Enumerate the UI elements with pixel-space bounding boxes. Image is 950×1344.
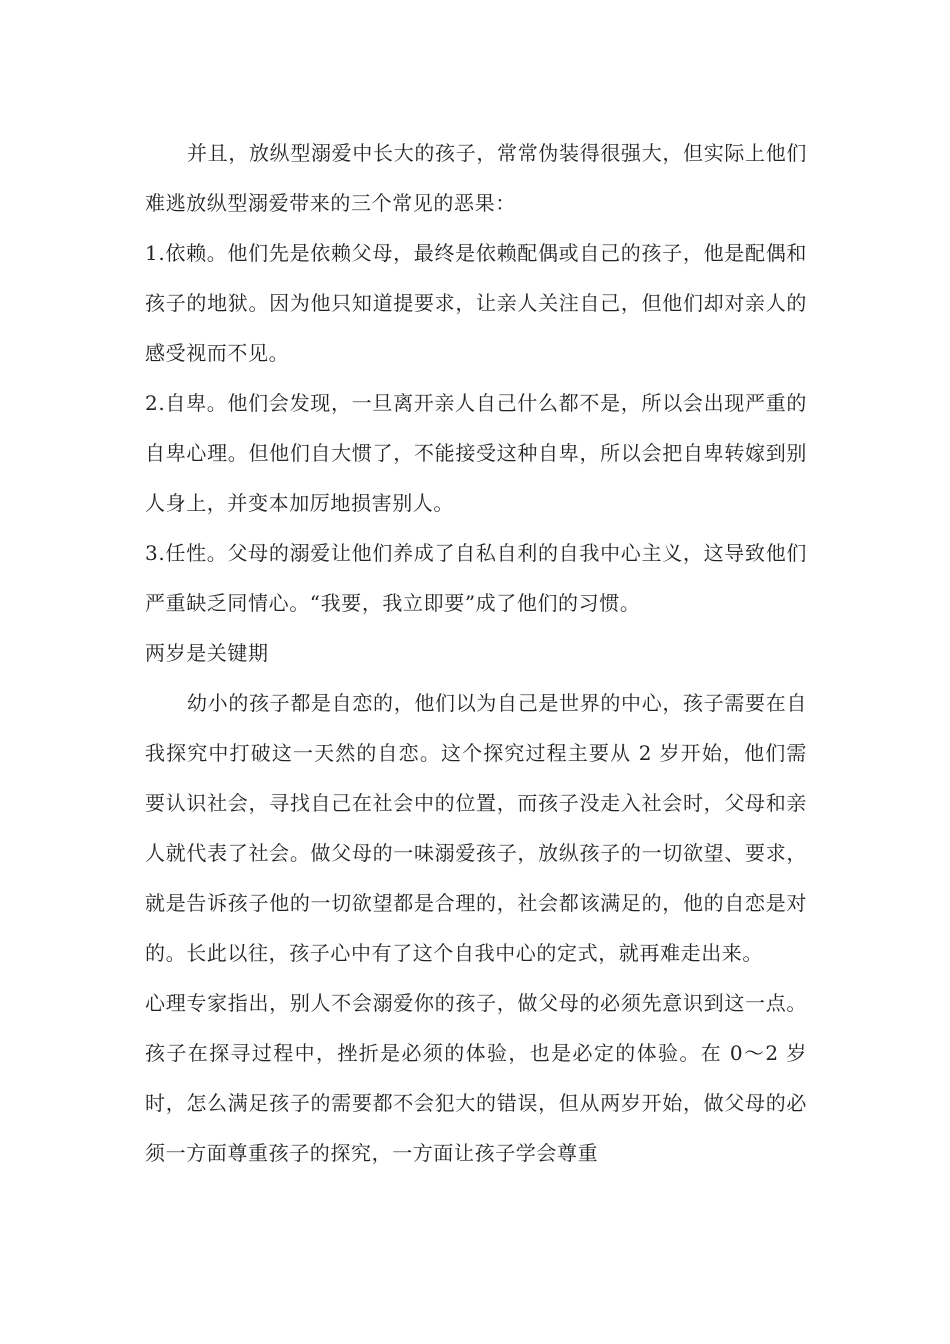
paragraph-dependence: 1.依赖。他们先是依赖父母，最终是依赖配偶或自己的孩子，他是配偶和孩子的地狱。因为他只知道提要求，让亲人关注自己，但他们却对亲人的感受视而不见。 (145, 241, 807, 365)
paragraph-narcissism: 幼小的孩子都是自恋的，他们以为自己是世界的中心，孩子需要在自我探究中打破这一天然的自恋。这个探究过程主要从 2 岁开始，他们需要认识社会，寻找自己在社会中的位置，而孩子没走入社会时，父母和亲人就代表了社会。做父母的一味溺爱孩子，放纵孩子的一切欲望、要求，就是告诉孩子他的一切欲望都是合理的，社会都该满足的，他的自恋是对的。长此以往，孩子心中有了这个自我中心的定式，就再难走出来。 (145, 691, 807, 965)
paragraph-inferiority: 2.自卑。他们会发现，一旦离开亲人自己什么都不是，所以会出现严重的自卑心理。但他们自大惯了，不能接受这种自卑，所以会把自卑转嫁到别人身上，并变本加厉地损害别人。 (145, 391, 807, 515)
document-page (145, 128, 807, 1178)
section-heading: 两岁是关键期 (145, 641, 269, 665)
paragraph-expert-advice: 心理专家指出，别人不会溺爱你的孩子，做父母的必须先意识到这一点。孩子在探寻过程中，挫折是必须的体验，也是必定的体验。在 0～2 岁时，怎么满足孩子的需要都不会犯大的错误，但从两岁开始，做父母的必须一方面尊重孩子的探究，一方面让孩子学会尊重 (145, 991, 807, 1165)
paragraph-intro: 并且，放纵型溺爱中长大的孩子，常常伪装得很强大，但实际上他们难逃放纵型溺爱带来的三个常见的恶果： (145, 141, 807, 215)
paragraph-willfulness: 3.任性。父母的溺爱让他们养成了自私自利的自我中心主义，这导致他们严重缺乏同情心。“我要，我立即要”成了他们的习惯。 (145, 541, 807, 615)
